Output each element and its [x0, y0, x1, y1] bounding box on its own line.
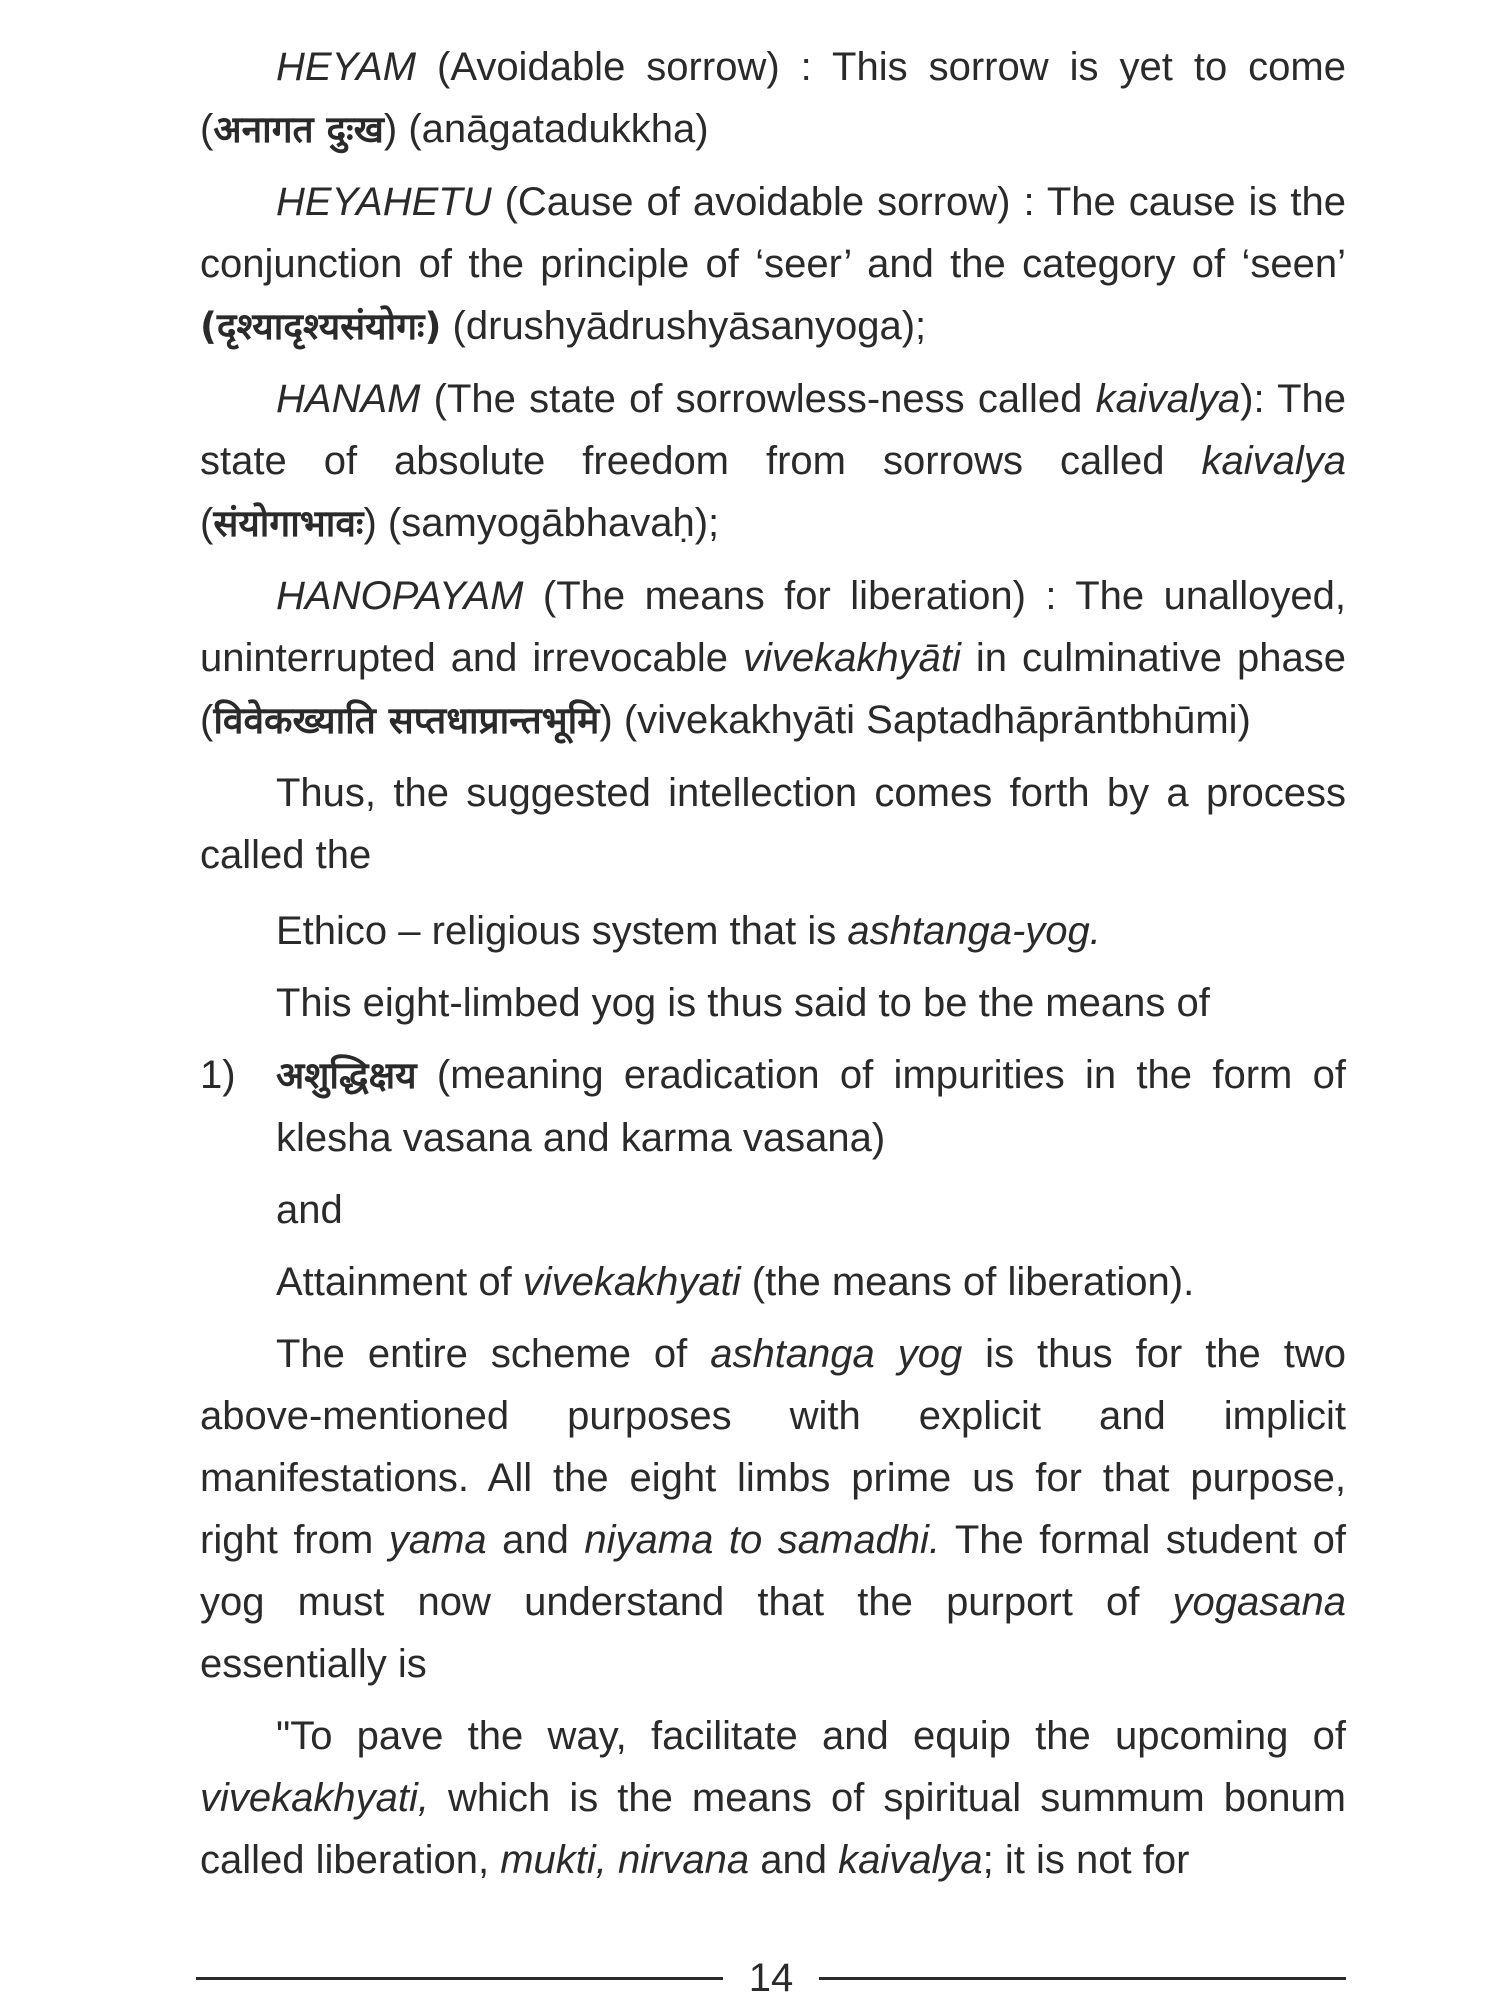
list-number: 1) — [200, 1053, 236, 1097]
paragraph-quote: "To pave the way, facilitate and equip the upcoming of vivekakhyati, which is the means of spiritual summum bonum called liberation, mukti, nirvana and kaivalya; it is not for — [200, 1714, 1346, 1882]
devanagari-text: (दृश्यादृश्यसंयोगः) — [200, 305, 442, 348]
devanagari-text: संयोगाभावः — [213, 502, 364, 545]
body-text — [200, 36, 1346, 1891]
paragraph-heyam: HEYAM (Avoidable sorrow) : This sorrow is yet to come (अनागत दुःख) (anāgatadukkha) — [200, 45, 1346, 151]
paragraph-eight-limbed: This eight-limbed yog is thus said to be the means of — [276, 981, 1210, 1025]
term-heyahetu: HEYAHETU — [276, 180, 492, 224]
term-hanopayam: HANOPAYAM — [276, 574, 524, 618]
paragraph-thus: Thus, the suggested intellection comes forth by a process called the — [200, 771, 1346, 877]
term-hanam: HANAM — [276, 377, 421, 421]
devanagari-text: अशुद्धिक्षय — [276, 1054, 417, 1097]
term-heyam: HEYAM — [276, 45, 417, 89]
page-number: 14 — [748, 1955, 794, 2000]
paragraph-hanopayam: HANOPAYAM (The means for liberation) : The unalloyed, uninterrupted and irrevocable vivekakhyāti in culminative phase (विवेकख्याति सप्तधाप्रान्तभूमि) (vivekakhyāti Saptadhāprāntbhūmi) — [200, 574, 1346, 742]
paragraph-attainment: Attainment of vivekakhyati (the means of liberation). — [276, 1260, 1195, 1304]
devanagari-text: विवेकख्याति सप्तधाप्रान्तभूमि — [213, 699, 600, 742]
footer-rule-right — [819, 1977, 1346, 1980]
paragraph-hanam: HANAM (The state of sorrowless-ness called kaivalya): The state of absolute freedom from sorrows called kaivalya (संयोगाभावः) (samyogābhavaḥ); — [200, 377, 1347, 545]
list-item: 1) अशुद्धिक्षय (meaning eradication of impurities in the form of klesha vasana and karma vasana) — [200, 1044, 1346, 1169]
devanagari-text: अनागत दुःख — [213, 108, 384, 151]
page-footer — [196, 1948, 1346, 2008]
paragraph-ethico: Ethico – religious system that is ashtanga-yog. — [276, 909, 1101, 953]
paragraph-scheme: The entire scheme of ashtanga yog is thus for the two above-mentioned purposes with explicit and implicit manifestations. All the eight limbs prime us for that purpose, right from yama and niyama to samadhi. The formal student of yog must now understand that the purport of yogasana essentially is — [200, 1332, 1347, 1686]
paragraph-and: and — [276, 1188, 343, 1232]
footer-rule-left — [196, 1977, 723, 1980]
paragraph-heyahetu: HEYAHETU (Cause of avoidable sorrow) : The cause is the conjunction of the principle of ‘seer’ and the category of ‘seen’ (दृश्यादृश्यसंयोगः) (drushyādrushyāsanyoga); — [200, 180, 1346, 348]
